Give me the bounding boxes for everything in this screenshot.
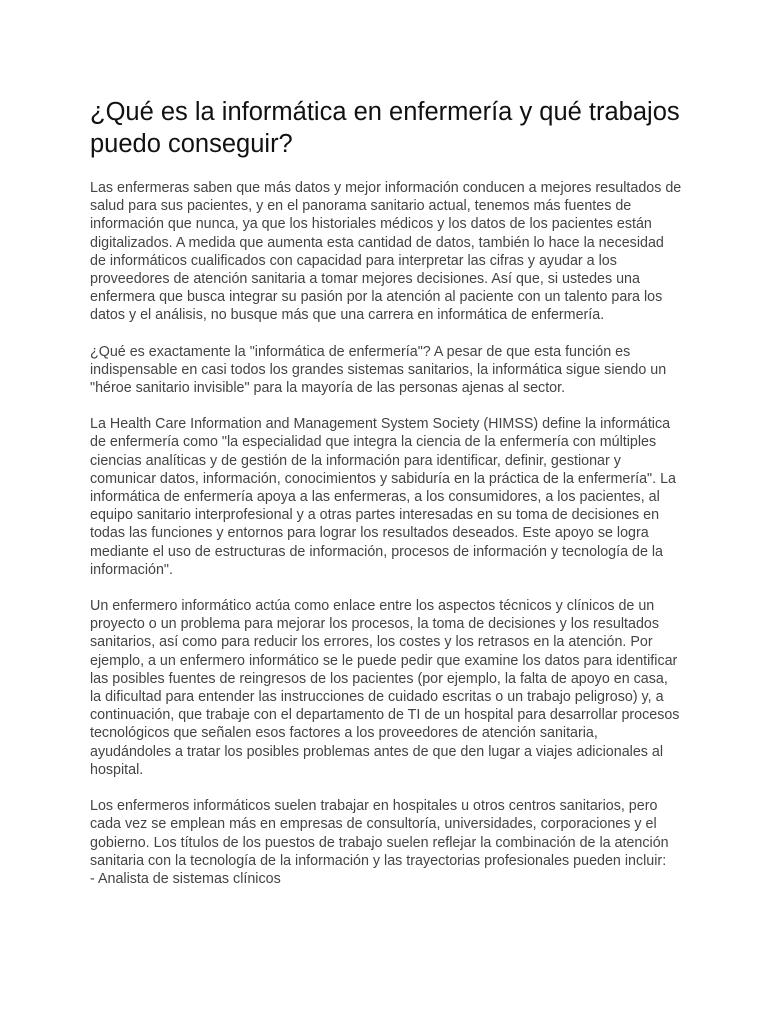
document-page	[90, 96, 682, 888]
paragraph-workplaces: Los enfermeros informáticos suelen trabajar en hospitales u otros centros sanitarios, pero cada vez se emplean más en empresas de consultoría, universidades, corporaciones y el gobierno. Los títulos de los puestos de trabajo suelen reflejar la combinación de la atención sanitaria con la tecnología de la información y las trayectorias profesionales pueden incluir:	[90, 798, 669, 869]
paragraph-definition-question: ¿Qué es exactamente la "informática de enfermería"? A pesar de que esta función es indispensable en casi todos los grandes sistemas sanitarios, la informática sigue siendo un "héroe sanitario invisible" para la mayoría de las personas ajenas al sector.	[90, 343, 667, 397]
paragraph-intro: Las enfermeras saben que más datos y mejor información conducen a mejores resultados de salud para sus pacientes, y en el panorama sanitario actual, tenemos más fuentes de información que nunca, ya que los historiales médicos y los datos de los pacientes están digitalizados. A medida que aumenta esta cantidad de datos, también lo hace la necesidad de informáticos cualificados con capacidad para interpretar las cifras y ayudar a los proveedores de atención sanitaria a tomar mejores decisiones. Así que, si ustedes una enfermera que busca integrar su pasión por la atención al paciente con un talento para los datos y el análisis, no busque más que una carrera en informática de enfermería.	[90, 180, 682, 324]
job-titles-list	[90, 870, 682, 888]
list-item: - Analista de sistemas clínicos	[90, 870, 682, 888]
paragraph-himss-definition: La Health Care Information and Management System Society (HIMSS) define la informática de enfermería como "la especialidad que integra la ciencia de la enfermería con múltiples ciencias analíticas y de gestión de la información para identificar, definir, gestionar y comunicar datos, información, conocimientos y sabiduría en la práctica de la enfermería". La informática de enfermería apoya a las enfermeras, a los consumidores, a los pacientes, al equipo sanitario interprofesional y a otras partes interesadas en su toma de decisiones en todas las funciones y entornos para lograr los resultados deseados. Este apoyo se logra mediante el uso de estructuras de información, procesos de información y tecnología de la información".	[90, 416, 676, 578]
paragraph-role-description: Un enfermero informático actúa como enlace entre los aspectos técnicos y clínicos de un proyecto o un problema para mejorar los procesos, la toma de decisiones y los resultados sanitarios, así como para reducir los errores, los costes y los retrasos en la atención. Por ejemplo, a un enfermero informático se le puede pedir que examine los datos para identificar las posibles fuentes de reingresos de los pacientes (por ejemplo, la falta de apoyo en casa, la dificultad para entender las instrucciones de cuidado escritas o un trabajo peligroso) y, a continuación, que trabaje con el departamento de TI de un hospital para desarrollar procesos tecnológicos que señalen esos factores a los proveedores de atención sanitaria, ayudándoles a tratar los posibles problemas antes de que den lugar a viajes adicionales al hospital.	[90, 598, 680, 778]
page-title: ¿Qué es la informática en enfermería y qué trabajos puedo conseguir?	[90, 98, 680, 158]
